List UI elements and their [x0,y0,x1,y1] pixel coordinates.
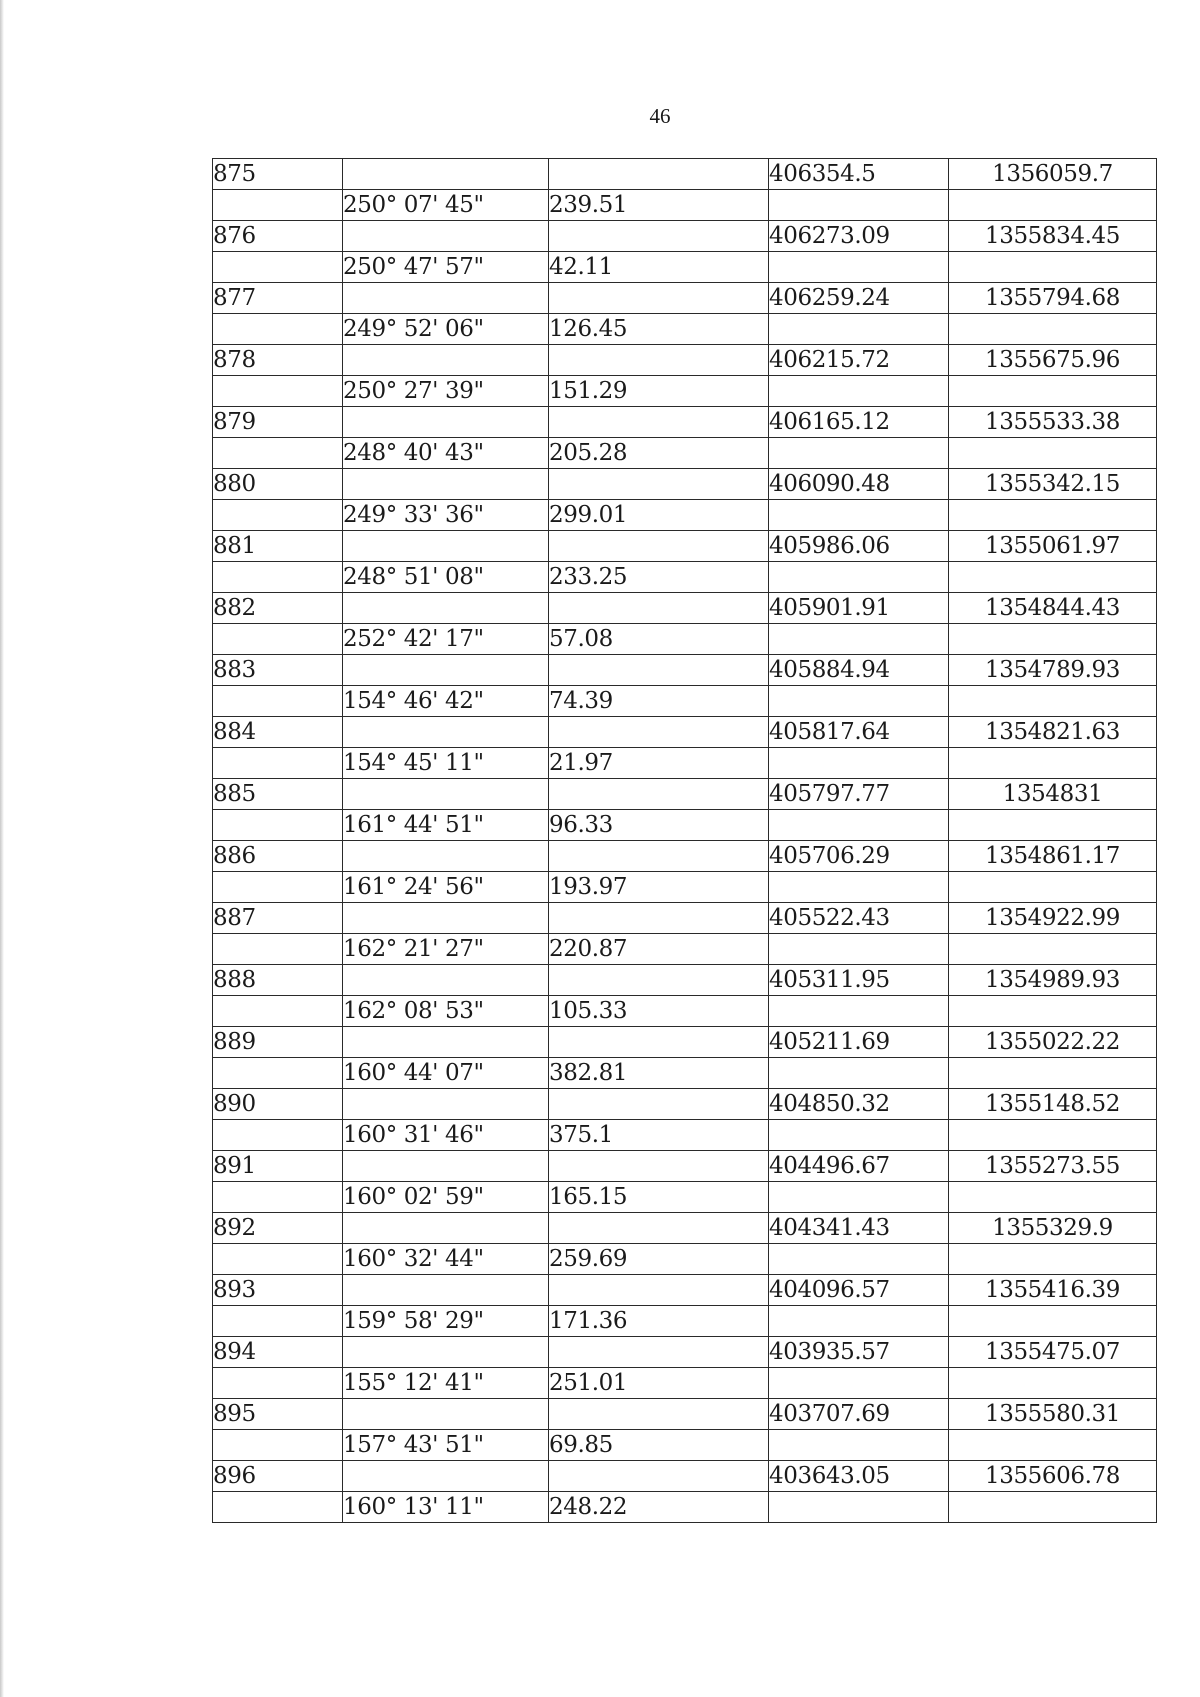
table-row [213,1461,1157,1492]
point-number-cell [213,748,343,779]
point-number-cell: 894 [213,1337,343,1368]
bearing-cell: 160° 13' 11" [343,1492,549,1523]
northing-cell: 404341.43 [769,1213,949,1244]
easting-cell [949,686,1157,717]
easting-cell [949,438,1157,469]
distance-cell [549,1337,769,1368]
easting-cell: 1354831 [949,779,1157,810]
distance-cell: 233.25 [549,562,769,593]
easting-cell [949,748,1157,779]
northing-cell [769,624,949,655]
table-row [213,252,1157,283]
point-number-cell: 884 [213,717,343,748]
distance-cell: 375.1 [549,1120,769,1151]
easting-cell [949,252,1157,283]
table-row [213,500,1157,531]
table-row [213,562,1157,593]
table-row [213,965,1157,996]
point-number-cell [213,562,343,593]
easting-cell: 1355329.9 [949,1213,1157,1244]
table-row [213,1275,1157,1306]
easting-cell [949,624,1157,655]
northing-cell [769,686,949,717]
point-number-cell [213,686,343,717]
point-number-cell: 883 [213,655,343,686]
point-number-cell: 890 [213,1089,343,1120]
easting-cell [949,872,1157,903]
point-number-cell: 878 [213,345,343,376]
table-row [213,779,1157,810]
point-number-cell [213,314,343,345]
point-number-cell [213,252,343,283]
point-number-cell: 881 [213,531,343,562]
easting-cell [949,190,1157,221]
table-row [213,903,1157,934]
table-row [213,934,1157,965]
table-row [213,624,1157,655]
easting-cell: 1355533.38 [949,407,1157,438]
table-row [213,159,1157,190]
table-row [213,1492,1157,1523]
bearing-cell [343,1399,549,1430]
northing-cell [769,1244,949,1275]
distance-cell: 220.87 [549,934,769,965]
northing-cell [769,934,949,965]
bearing-cell [343,469,549,500]
survey-coordinates-table [212,158,1157,1523]
distance-cell: 21.97 [549,748,769,779]
northing-cell: 406090.48 [769,469,949,500]
point-number-cell: 882 [213,593,343,624]
bearing-cell [343,1213,549,1244]
distance-cell [549,593,769,624]
northing-cell: 405522.43 [769,903,949,934]
table-row [213,593,1157,624]
easting-cell [949,376,1157,407]
distance-cell [549,1213,769,1244]
northing-cell: 404850.32 [769,1089,949,1120]
point-number-cell [213,934,343,965]
point-number-cell [213,1492,343,1523]
table-row [213,1368,1157,1399]
bearing-cell: 162° 21' 27" [343,934,549,965]
northing-cell: 403643.05 [769,1461,949,1492]
easting-cell [949,500,1157,531]
table-row [213,283,1157,314]
easting-cell: 1355675.96 [949,345,1157,376]
bearing-cell: 249° 33' 36" [343,500,549,531]
point-number-cell [213,810,343,841]
bearing-cell: 250° 27' 39" [343,376,549,407]
table-row [213,1399,1157,1430]
easting-cell: 1355834.45 [949,221,1157,252]
table-row [213,190,1157,221]
easting-cell [949,810,1157,841]
bearing-cell [343,531,549,562]
distance-cell: 259.69 [549,1244,769,1275]
bearing-cell [343,1275,549,1306]
distance-cell [549,841,769,872]
distance-cell: 105.33 [549,996,769,1027]
point-number-cell [213,996,343,1027]
bearing-cell: 157° 43' 51" [343,1430,549,1461]
table-row [213,1213,1157,1244]
table-row [213,748,1157,779]
table-row [213,1151,1157,1182]
survey-table-body [213,159,1157,1523]
point-number-cell: 889 [213,1027,343,1058]
table-row [213,314,1157,345]
bearing-cell: 161° 44' 51" [343,810,549,841]
bearing-cell [343,221,549,252]
easting-cell [949,1244,1157,1275]
northing-cell [769,1120,949,1151]
page-number: 46 [649,104,671,128]
distance-cell [549,1275,769,1306]
northing-cell: 404496.67 [769,1151,949,1182]
easting-cell: 1355606.78 [949,1461,1157,1492]
bearing-cell [343,655,549,686]
distance-cell: 165.15 [549,1182,769,1213]
point-number-cell [213,1182,343,1213]
easting-cell: 1355580.31 [949,1399,1157,1430]
bearing-cell [343,1461,549,1492]
distance-cell [549,903,769,934]
bearing-cell [343,1151,549,1182]
easting-cell: 1355475.07 [949,1337,1157,1368]
bearing-cell: 154° 46' 42" [343,686,549,717]
bearing-cell: 250° 07' 45" [343,190,549,221]
easting-cell: 1354789.93 [949,655,1157,686]
northing-cell [769,1306,949,1337]
scan-edge-shadow [0,0,4,1697]
easting-cell [949,1058,1157,1089]
point-number-cell: 877 [213,283,343,314]
northing-cell [769,252,949,283]
easting-cell: 1354861.17 [949,841,1157,872]
table-row [213,376,1157,407]
bearing-cell: 250° 47' 57" [343,252,549,283]
bearing-cell: 155° 12' 41" [343,1368,549,1399]
table-row [213,221,1157,252]
bearing-cell: 160° 32' 44" [343,1244,549,1275]
point-number-cell: 885 [213,779,343,810]
distance-cell: 69.85 [549,1430,769,1461]
northing-cell: 406259.24 [769,283,949,314]
northing-cell: 405211.69 [769,1027,949,1058]
point-number-cell: 887 [213,903,343,934]
bearing-cell: 154° 45' 11" [343,748,549,779]
point-number-cell [213,1430,343,1461]
point-number-cell [213,1306,343,1337]
easting-cell: 1355794.68 [949,283,1157,314]
easting-cell [949,1120,1157,1151]
distance-cell: 74.39 [549,686,769,717]
easting-cell: 1356059.7 [949,159,1157,190]
point-number-cell [213,872,343,903]
table-row [213,531,1157,562]
northing-cell: 406354.5 [769,159,949,190]
bearing-cell: 161° 24' 56" [343,872,549,903]
distance-cell [549,779,769,810]
table-row [213,469,1157,500]
point-number-cell: 891 [213,1151,343,1182]
bearing-cell [343,593,549,624]
bearing-cell [343,407,549,438]
distance-cell: 205.28 [549,438,769,469]
distance-cell [549,159,769,190]
easting-cell: 1355022.22 [949,1027,1157,1058]
distance-cell [549,717,769,748]
point-number-cell [213,190,343,221]
table-row [213,1120,1157,1151]
easting-cell: 1355342.15 [949,469,1157,500]
point-number-cell: 886 [213,841,343,872]
easting-cell [949,1182,1157,1213]
point-number-cell: 879 [213,407,343,438]
northing-cell: 405884.94 [769,655,949,686]
easting-cell [949,1430,1157,1461]
distance-cell: 248.22 [549,1492,769,1523]
distance-cell [549,221,769,252]
bearing-cell: 159° 58' 29" [343,1306,549,1337]
distance-cell [549,655,769,686]
table-row [213,686,1157,717]
table-row [213,841,1157,872]
distance-cell: 299.01 [549,500,769,531]
easting-cell [949,562,1157,593]
northing-cell: 403707.69 [769,1399,949,1430]
distance-cell: 171.36 [549,1306,769,1337]
northing-cell [769,438,949,469]
bearing-cell: 249° 52' 06" [343,314,549,345]
northing-cell: 405817.64 [769,717,949,748]
point-number-cell: 892 [213,1213,343,1244]
table-row [213,1337,1157,1368]
distance-cell [549,345,769,376]
table-row [213,345,1157,376]
northing-cell: 404096.57 [769,1275,949,1306]
easting-cell [949,996,1157,1027]
table-row [213,717,1157,748]
bearing-cell [343,1027,549,1058]
northing-cell: 405901.91 [769,593,949,624]
point-number-cell [213,1368,343,1399]
table-row [213,1058,1157,1089]
distance-cell: 42.11 [549,252,769,283]
bearing-cell: 160° 44' 07" [343,1058,549,1089]
easting-cell [949,1492,1157,1523]
table-row [213,655,1157,686]
bearing-cell [343,1089,549,1120]
northing-cell: 406273.09 [769,221,949,252]
easting-cell: 1355273.55 [949,1151,1157,1182]
easting-cell [949,1368,1157,1399]
point-number-cell [213,500,343,531]
point-number-cell: 888 [213,965,343,996]
easting-cell [949,314,1157,345]
table-row [213,1430,1157,1461]
northing-cell [769,562,949,593]
northing-cell: 405706.29 [769,841,949,872]
bearing-cell [343,717,549,748]
bearing-cell [343,965,549,996]
bearing-cell [343,283,549,314]
northing-cell: 403935.57 [769,1337,949,1368]
distance-cell [549,469,769,500]
distance-cell: 193.97 [549,872,769,903]
distance-cell [549,1399,769,1430]
distance-cell: 96.33 [549,810,769,841]
bearing-cell [343,903,549,934]
table-row [213,1244,1157,1275]
table-row [213,810,1157,841]
northing-cell [769,314,949,345]
distance-cell [549,1027,769,1058]
distance-cell [549,1089,769,1120]
northing-cell: 406165.12 [769,407,949,438]
bearing-cell: 162° 08' 53" [343,996,549,1027]
northing-cell [769,1058,949,1089]
point-number-cell: 896 [213,1461,343,1492]
point-number-cell [213,376,343,407]
point-number-cell [213,1058,343,1089]
northing-cell [769,1368,949,1399]
bearing-cell: 160° 31' 46" [343,1120,549,1151]
point-number-cell: 893 [213,1275,343,1306]
northing-cell [769,872,949,903]
point-number-cell: 895 [213,1399,343,1430]
table-row [213,407,1157,438]
table-row [213,1027,1157,1058]
easting-cell: 1354922.99 [949,903,1157,934]
easting-cell [949,1306,1157,1337]
northing-cell [769,500,949,531]
distance-cell [549,283,769,314]
point-number-cell [213,624,343,655]
table-row [213,872,1157,903]
point-number-cell: 880 [213,469,343,500]
northing-cell: 405986.06 [769,531,949,562]
bearing-cell [343,345,549,376]
bearing-cell [343,841,549,872]
easting-cell [949,934,1157,965]
bearing-cell [343,1337,549,1368]
table-row [213,1089,1157,1120]
easting-cell: 1354844.43 [949,593,1157,624]
distance-cell [549,965,769,996]
northing-cell [769,1492,949,1523]
northing-cell: 405797.77 [769,779,949,810]
easting-cell: 1355061.97 [949,531,1157,562]
easting-cell: 1355416.39 [949,1275,1157,1306]
table-row [213,438,1157,469]
northing-cell [769,1182,949,1213]
bearing-cell [343,159,549,190]
distance-cell: 382.81 [549,1058,769,1089]
northing-cell: 405311.95 [769,965,949,996]
distance-cell [549,1461,769,1492]
table-row [213,996,1157,1027]
point-number-cell: 876 [213,221,343,252]
distance-cell [549,1151,769,1182]
northing-cell [769,748,949,779]
easting-cell: 1354989.93 [949,965,1157,996]
point-number-cell [213,1120,343,1151]
bearing-cell [343,779,549,810]
distance-cell: 57.08 [549,624,769,655]
table-row [213,1306,1157,1337]
bearing-cell: 248° 40' 43" [343,438,549,469]
distance-cell: 251.01 [549,1368,769,1399]
northing-cell [769,996,949,1027]
table-row [213,1182,1157,1213]
northing-cell [769,190,949,221]
point-number-cell: 875 [213,159,343,190]
point-number-cell [213,1244,343,1275]
bearing-cell: 160° 02' 59" [343,1182,549,1213]
easting-cell: 1354821.63 [949,717,1157,748]
point-number-cell [213,438,343,469]
northing-cell [769,810,949,841]
bearing-cell: 252° 42' 17" [343,624,549,655]
distance-cell: 151.29 [549,376,769,407]
distance-cell [549,531,769,562]
distance-cell: 126.45 [549,314,769,345]
bearing-cell: 248° 51' 08" [343,562,549,593]
easting-cell: 1355148.52 [949,1089,1157,1120]
distance-cell: 239.51 [549,190,769,221]
distance-cell [549,407,769,438]
northing-cell [769,1430,949,1461]
northing-cell: 406215.72 [769,345,949,376]
northing-cell [769,376,949,407]
